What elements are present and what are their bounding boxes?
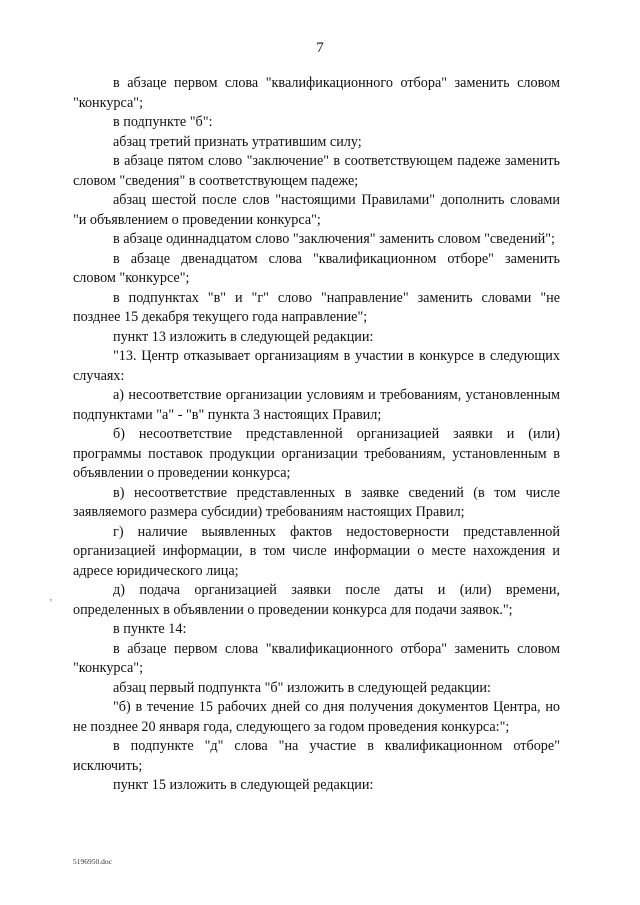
paragraph: г) наличие выявленных фактов недостоверности представленной организацией информации, в том числе информации о месте нахождения и адресе юридического лица;: [73, 523, 560, 579]
document-body: [73, 74, 560, 796]
paragraph: в абзаце пятом слово "заключение" в соответствующем падеже заменить словом "сведения" в соответствующем падеже;: [73, 153, 560, 189]
paragraph: б) несоответствие представленной организацией заявки и (или) программы поставок продукции организации требованиям, установленным в объявлении о проведении конкурса;: [73, 426, 560, 481]
paragraph: абзац первый подпункта "б" изложить в следующей редакции:: [113, 679, 491, 696]
paragraph: а) несоответствие организации условиям и требованиям, установленным подпунктами "а" - "в" пункта 3 настоящих Правил;: [73, 387, 560, 423]
paragraph: в абзаце первом слова "квалификационного отбора" заменить словом "конкурса";: [73, 640, 560, 676]
page-number: 7: [316, 40, 324, 56]
paragraph: в подпунктах "в" и "г" слово "направление" заменить словами "не позднее 15 декабря текущего года направление";: [73, 289, 560, 325]
paragraph: пункт 13 изложить в следующей редакции:: [113, 328, 374, 345]
paragraph: в) несоответствие представленных в заявке сведений (в том числе заявляемого размера субсидии) требованиям настоящих Правил;: [73, 484, 560, 520]
paragraph: абзац шестой после слов "настоящими Правилами" дополнить словами "и объявлением о проведении конкурса";: [73, 192, 560, 228]
paragraph: в абзаце одиннадцатом слово "заключения" заменить словом "сведений";: [113, 231, 555, 247]
paragraph: пункт 15 изложить в следующей редакции:: [113, 777, 374, 793]
margin-mark: ': [50, 598, 52, 609]
paragraph: абзац третий признать утратившим силу;: [113, 133, 362, 150]
paragraph: в пункте 14:: [113, 621, 187, 637]
footer-file-code: 5196950.doc: [73, 857, 112, 866]
paragraph: в подпункте "д" слова "на участие в квалификационном отборе" исключить;: [73, 738, 560, 774]
paragraph: в абзаце первом слова "квалификационного отбора" заменить словом "конкурса";: [73, 75, 560, 111]
paragraph: в подпункте "б":: [113, 114, 213, 130]
paragraph: д) подача организацией заявки после даты и (или) времени, определенных в объявлении о проведении конкурса для подачи заявок.";: [73, 582, 560, 618]
paragraph: "б) в течение 15 рабочих дней со дня получения документов Центра, но не позднее 20 января года, следующего за годом проведения конкурса:";: [73, 699, 560, 735]
paragraph: "13. Центр отказывает организациям в участии в конкурсе в следующих случаях:: [73, 348, 560, 384]
paragraph: в абзаце двенадцатом слова "квалификационном отборе" заменить словом "конкурсе";: [73, 250, 560, 286]
